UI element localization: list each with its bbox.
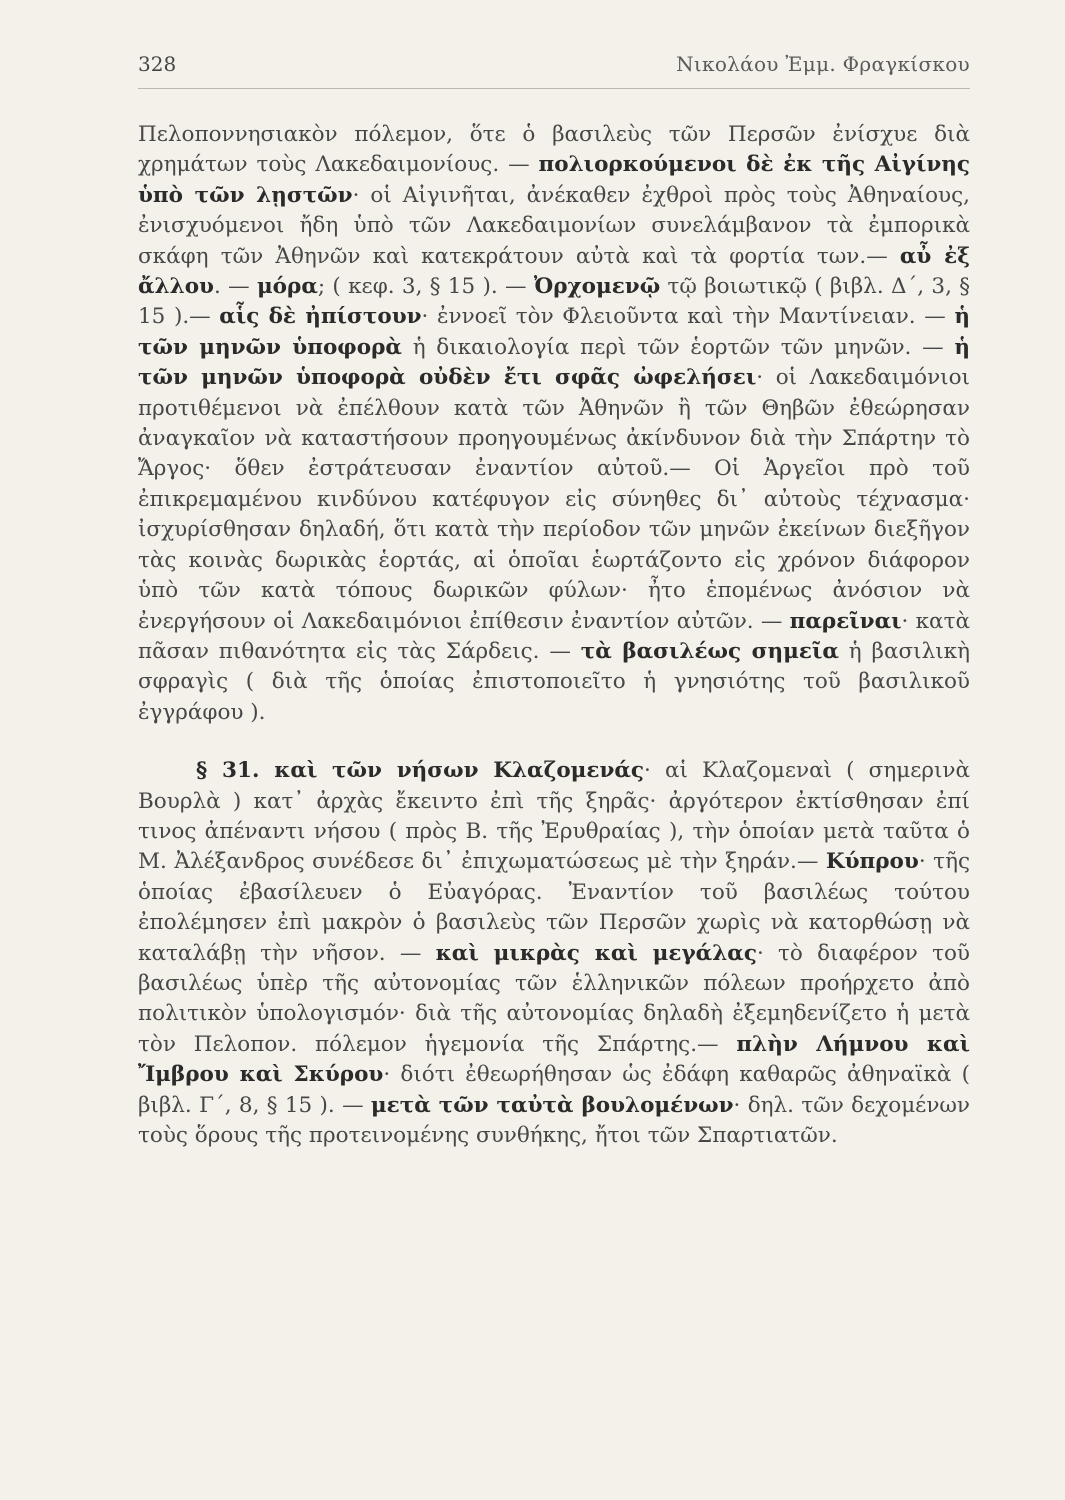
lemma-term: πλὴν Λήμνου καὶ Ἴμβρου καὶ Σκύρου — [138, 1031, 970, 1088]
paragraph-2 — [138, 756, 970, 1151]
page-number: 328 — [138, 52, 177, 76]
commentary-run: ἡ δικαιολογία περὶ τῶν ἑορτῶν τῶν μηνῶν. — — [401, 334, 955, 360]
lemma-term: αἷς δὲ ἠπίστουν — [219, 304, 422, 330]
commentary-run: · ἐννοεῖ τὸν Φλειοῦντα καὶ τὴν Μαντίνειαν. — — [421, 304, 955, 330]
lemma-term: πολιορκούμενοι δὲ ἐκ τῆς Αἰγίνης ὑπὸ τῶν λῃστῶν — [138, 152, 970, 208]
lemma-term: Κύπρου — [825, 849, 919, 875]
commentary-run: · οἱ Αἰγινῆται, ἀνέκαθεν ἐχθροὶ πρὸς τοὺς Ἀθηναίους, ἐνισχυόμενοι ἤδη ὑπὸ τῶν Λακεδαιμονίων συνελάμβανον τὰ ἐμπορικὰ σκάφη τῶν Ἀθηνῶν καὶ κατεκράτουν αὐτὰ καὶ τὰ φορτία των.— — [138, 182, 970, 269]
lemma-term: § 31. καὶ τῶν νήσων Κλαζομενάς — [196, 758, 645, 784]
header-rule — [138, 88, 970, 89]
lemma-term: τὰ βασιλέως σημεῖα — [580, 638, 839, 664]
lemma-term: Ὀρχομενῷ — [533, 274, 661, 300]
lemma-term: ἡ τῶν μηνῶν ὑποφορὰ — [138, 304, 970, 360]
running-title: Νικολάου Ἐμμ. Φραγκίσκου — [676, 52, 970, 76]
commentary-text — [138, 120, 970, 1151]
commentary-run: · αἱ Κλαζομεναὶ ( σημερινὰ Βουρλὰ ) κατ᾽ ἀρχὰς ἔκειντο ἐπὶ τῆς ξηρᾶς· ἀργότερον ἐκτίσθησαν ἐπί τινος ἀπέναντι νήσου ( πρὸς Β. τῆς Ἐρυθραίας ), τὴν ὁποίαν μετὰ ταῦτα ὁ Μ. Ἀλέξανδρος συνέδεσε δι᾽ ἐπιχωματώσεως μὲ τὴν ξηράν.— — [138, 758, 970, 875]
commentary-run: τῷ βοιωτικῷ ( βιβλ. Δ΄, 3, § 15 ).— — [138, 274, 970, 330]
lemma-term: μετὰ τῶν ταὐτὰ βουλομένων — [370, 1092, 734, 1118]
lemma-term: καὶ μικρὰς καὶ μεγάλας — [435, 940, 757, 966]
lemma-term: μόρα — [256, 274, 318, 300]
commentary-run: Πελοποννησιακὸν πόλεμον, ὅτε ὁ βασιλεὺς τῶν Περσῶν ἐνίσχυε διὰ χρημάτων τοὺς Λακεδαιμονίους. — — [138, 122, 970, 178]
commentary-run: · κατὰ πᾶσαν πιθανότητα εἰς τὰς Σάρδεις. — — [138, 608, 970, 664]
commentary-run: · διότι ἐθεωρήθησαν ὡς ἐδάφη καθαρῶς ἀθηναϊκὰ ( βιβλ. Γ΄, 8, § 15 ). — — [138, 1062, 970, 1118]
commentary-run: · δηλ. τῶν δεχομένων τοὺς ὅρους τῆς προτεινομένης συνθήκης, ἤτοι τῶν Σπαρτιατῶν. — [138, 1092, 970, 1148]
lemma-term: παρεῖναι — [789, 608, 902, 634]
commentary-run: · τὸ διαφέρον τοῦ βασιλέως ὑπὲρ τῆς αὐτονομίας τῶν ἑλληνικῶν πόλεων προήρχετο ἀπὸ πολιτικὸν ὑπολογισμόν· διὰ τῆς αὐτονομίας δηλαδὴ ἐξεμηδενίζετο ἡ μετὰ τὸν Πελοπον. πόλεμον ἡγεμονία τῆς Σπάρτης.— — [138, 940, 971, 1057]
paragraph-1 — [138, 120, 970, 728]
lemma-term: αὖ ἐξ ἄλλου — [138, 243, 970, 300]
commentary-run: · τῆς ὁποίας ἐβασίλευεν ὁ Εὐαγόρας. Ἐναντίον τοῦ βασιλέως τούτου ἐπολέμησεν ἐπὶ μακρὸν ὁ βασιλεὺς τῶν Περσῶν χωρὶς νὰ κατορθώσῃ νὰ καταλάβῃ τὴν νῆσον. — — [138, 849, 970, 966]
commentary-run: · οἱ Λακεδαιμόνιοι προτιθέμενοι νὰ ἐπέλθουν κατὰ τῶν Ἀθηνῶν ἢ τῶν Θηβῶν ἐθεώρησαν ἀναγκαῖον νὰ καταστήσουν προηγουμένως ἀκίνδυνον διὰ τὴν Σπάρτην τὸ Ἄργος· ὅθεν ἐστράτευσαν ἐναντίον αὐτοῦ.— Οἱ Ἀργεῖοι πρὸ τοῦ ἐπικρεμαμένου κινδύνου κατέφυγον εἰς σύνηθες δι᾽ αὐτοὺς τέχνασμα· ἰσχυρίσθησαν δηλαδή, ὅτι κατὰ τὴν περίοδον τῶν μηνῶν ἐκείνων διεξῆγον τὰς κοινὰς δωρικὰς ἑορτάς, αἱ ὁποῖαι ἑωρτάζοντο εἰς χρόνον διάφορον ὑπὸ τῶν κατὰ τόπους δωρικῶν φύλων· ἦτο ἑπομένως ἀνόσιον νὰ ἐνεργήσουν οἱ Λακεδαιμόνιοι ἐπίθεσιν ἐναντίον αὐτῶν. — — [138, 365, 970, 634]
commentary-run: ἡ βασιλικὴ σφραγὶς ( διὰ τῆς ὁποίας ἐπιστοποιεῖτο ἡ γνησιότης τοῦ βασιλικοῦ ἐγγράφου ). — [138, 638, 970, 725]
lemma-term: ἡ τῶν μηνῶν ὑποφορὰ οὐδὲν ἔτι σφᾶς ὠφελήσει — [138, 334, 970, 391]
running-head — [138, 50, 970, 88]
commentary-run: . — — [213, 274, 257, 300]
commentary-run: ; ( κεφ. 3, § 15 ). — — [317, 274, 534, 300]
